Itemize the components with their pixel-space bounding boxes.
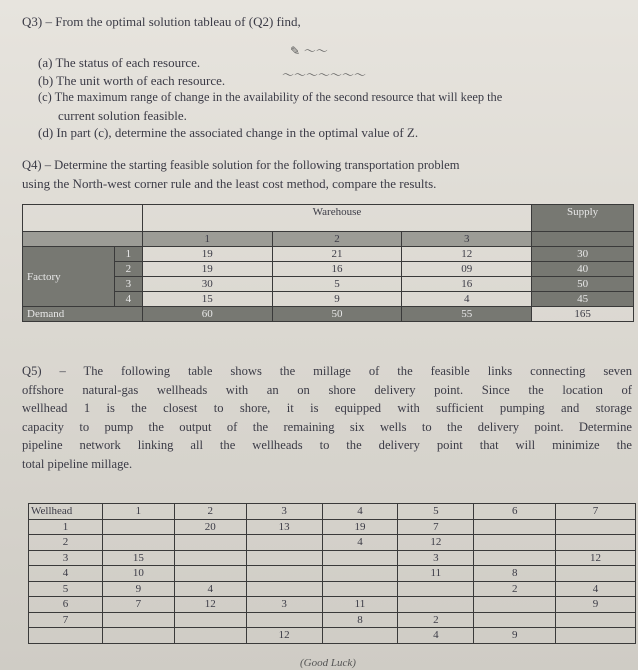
q3-part-a: (a) The status of each resource.: [38, 55, 201, 70]
mileage-cell: [474, 535, 556, 551]
cost-cell: 16: [402, 277, 532, 292]
cost-cell: 9: [272, 292, 402, 307]
q3-part-c-line2: current solution feasible.: [58, 108, 187, 123]
col-header: 5: [398, 504, 474, 520]
pipeline-header-row: [29, 504, 636, 520]
factory-number: 4: [114, 292, 142, 307]
mileage-cell: [474, 550, 556, 566]
total-value: 165: [532, 307, 634, 322]
mileage-cell: 9: [102, 581, 174, 597]
supply-value: 40: [532, 262, 634, 277]
mileage-cell: [174, 628, 246, 644]
pipeline-row: [29, 566, 636, 582]
pipeline-row: [29, 612, 636, 628]
cost-cell: 30: [142, 277, 272, 292]
handwritten-note-2: ～～～～～～～: [282, 68, 367, 82]
factory-row-2: [23, 262, 634, 277]
col-header: 3: [246, 504, 322, 520]
mileage-cell: [322, 566, 398, 582]
supply-value: 50: [532, 277, 634, 292]
q3-part-d: (d) In part (c), determine the associated change in the optimal value of Z.: [38, 125, 419, 140]
mileage-cell: 9: [556, 597, 636, 613]
mileage-cell: 10: [102, 566, 174, 582]
mileage-cell: [246, 581, 322, 597]
mileage-cell: 12: [556, 550, 636, 566]
mileage-cell: 12: [246, 628, 322, 644]
mileage-cell: [398, 597, 474, 613]
footer-good-luck: (Good Luck): [300, 657, 356, 669]
cost-cell: 21: [272, 247, 402, 262]
cost-cell: 15: [142, 292, 272, 307]
mileage-cell: [174, 550, 246, 566]
pipeline-row: [29, 581, 636, 597]
mileage-cell: 12: [174, 597, 246, 613]
mileage-cell: 7: [102, 597, 174, 613]
wellhead-number: 7: [29, 612, 103, 628]
handwritten-note: ✎ ～～: [290, 44, 328, 58]
warehouse-col-2: 2: [272, 232, 402, 247]
mileage-cell: 13: [246, 519, 322, 535]
warehouse-col-1: 1: [142, 232, 272, 247]
mileage-cell: [398, 581, 474, 597]
mileage-cell: 2: [398, 612, 474, 628]
q3-part-c-line1: (c) The maximum range of change in the availability of the second resource that will keep the: [38, 90, 503, 104]
wellhead-number: 5: [29, 581, 103, 597]
supply-value: 45: [532, 292, 634, 307]
cost-cell: 4: [402, 292, 532, 307]
pipeline-row: [29, 519, 636, 535]
mileage-cell: [474, 519, 556, 535]
col-header: 6: [474, 504, 556, 520]
mileage-cell: 3: [398, 550, 474, 566]
mileage-cell: 3: [246, 597, 322, 613]
demand-value: 60: [142, 307, 272, 322]
mileage-cell: [102, 519, 174, 535]
empty-corner: [23, 205, 143, 232]
warehouse-header-row: [23, 205, 634, 232]
mileage-cell: 11: [322, 597, 398, 613]
q5-text: [22, 362, 632, 473]
mileage-cell: [246, 550, 322, 566]
mileage-cell: 15: [102, 550, 174, 566]
warehouse-col-3: 3: [402, 232, 532, 247]
mileage-cell: [556, 519, 636, 535]
mileage-cell: 12: [398, 535, 474, 551]
q4-line1: Q4) – Determine the starting feasible solution for the following transportation problem: [22, 158, 460, 172]
col-header: 4: [322, 504, 398, 520]
cost-cell: 5: [272, 277, 402, 292]
factory-row-4: [23, 292, 634, 307]
cost-cell: 19: [142, 262, 272, 277]
q5-line: pipeline network linking all the wellheads to the delivery point that will minimize the: [22, 438, 632, 452]
demand-value: 55: [402, 307, 532, 322]
wellhead-number: 2: [29, 535, 103, 551]
factory-label: Factory: [23, 247, 115, 307]
supply-label: Supply: [532, 205, 634, 232]
mileage-cell: [556, 566, 636, 582]
q5-line: total pipeline millage.: [22, 456, 133, 471]
mileage-cell: 4: [398, 628, 474, 644]
mileage-cell: [322, 550, 398, 566]
mileage-cell: [102, 535, 174, 551]
supply-value: 30: [532, 247, 634, 262]
mileage-cell: 7: [398, 519, 474, 535]
warehouse-label: Warehouse: [142, 205, 531, 232]
pipeline-body: [29, 519, 636, 643]
transportation-table: [22, 204, 634, 322]
mileage-cell: [556, 628, 636, 644]
warehouse-number-row: [23, 232, 634, 247]
factory-number: 1: [114, 247, 142, 262]
mileage-cell: 8: [322, 612, 398, 628]
mileage-cell: 20: [174, 519, 246, 535]
corner-shade: [23, 232, 143, 247]
mileage-cell: [174, 612, 246, 628]
wellhead-label: Wellhead: [29, 504, 103, 520]
pipeline-row: [29, 535, 636, 551]
mileage-cell: [102, 612, 174, 628]
mileage-cell: [474, 612, 556, 628]
q5-line: capacity to pump the output of the remaining six wells to the delivery point. Determine: [22, 419, 632, 434]
q3-part-b: (b) The unit worth of each resource.: [38, 73, 226, 88]
mileage-cell: 2: [474, 581, 556, 597]
q5-line: offshore natural-gas wellheads with an on shore delivery point. Since the location of: [22, 382, 632, 397]
wellhead-number: 1: [29, 519, 103, 535]
mileage-cell: 4: [556, 581, 636, 597]
mileage-cell: [174, 535, 246, 551]
mileage-cell: [174, 566, 246, 582]
wellhead-number: 6: [29, 597, 103, 613]
mileage-cell: 9: [474, 628, 556, 644]
mileage-cell: [102, 628, 174, 644]
wellhead-number: 3: [29, 550, 103, 566]
q4-line2: using the North-west corner rule and the least cost method, compare the results.: [22, 176, 437, 191]
mileage-cell: [246, 566, 322, 582]
col-header: 1: [102, 504, 174, 520]
pipeline-row: [29, 550, 636, 566]
mileage-cell: [246, 535, 322, 551]
pipeline-row-extra: [29, 628, 636, 644]
mileage-cell: 4: [322, 535, 398, 551]
factory-number: 2: [114, 262, 142, 277]
col-header: 2: [174, 504, 246, 520]
cost-cell: 12: [402, 247, 532, 262]
cost-cell: 19: [142, 247, 272, 262]
wellhead-number: 4: [29, 566, 103, 582]
cost-cell: 09: [402, 262, 532, 277]
mileage-cell: [322, 581, 398, 597]
q5-line: wellhead 1 is the closest to shore, it is equipped with sufficient pumping and storage: [22, 401, 632, 415]
demand-row: [23, 307, 634, 322]
mileage-cell: 4: [174, 581, 246, 597]
mileage-cell: 19: [322, 519, 398, 535]
mileage-cell: [474, 597, 556, 613]
demand-label: Demand: [23, 307, 143, 322]
pipeline-table: [28, 503, 636, 644]
factory-number: 3: [114, 277, 142, 292]
mileage-cell: [556, 535, 636, 551]
mileage-cell: [556, 612, 636, 628]
q5-line: Q5) – The following table shows the millage of the feasible links connecting seven: [22, 364, 632, 378]
mileage-cell: [322, 628, 398, 644]
factory-row-3: [23, 277, 634, 292]
pipeline-row: [29, 597, 636, 613]
cost-cell: 16: [272, 262, 402, 277]
mileage-cell: [246, 612, 322, 628]
factory-row-1: [23, 247, 634, 262]
demand-value: 50: [272, 307, 402, 322]
mileage-cell: 8: [474, 566, 556, 582]
mileage-cell: 11: [398, 566, 474, 582]
wellhead-number: [29, 628, 103, 644]
supply-header-shade: [532, 232, 634, 247]
q3-heading: Q3) – From the optimal solution tableau of (Q2) find,: [22, 14, 301, 29]
col-header: 7: [556, 504, 636, 520]
